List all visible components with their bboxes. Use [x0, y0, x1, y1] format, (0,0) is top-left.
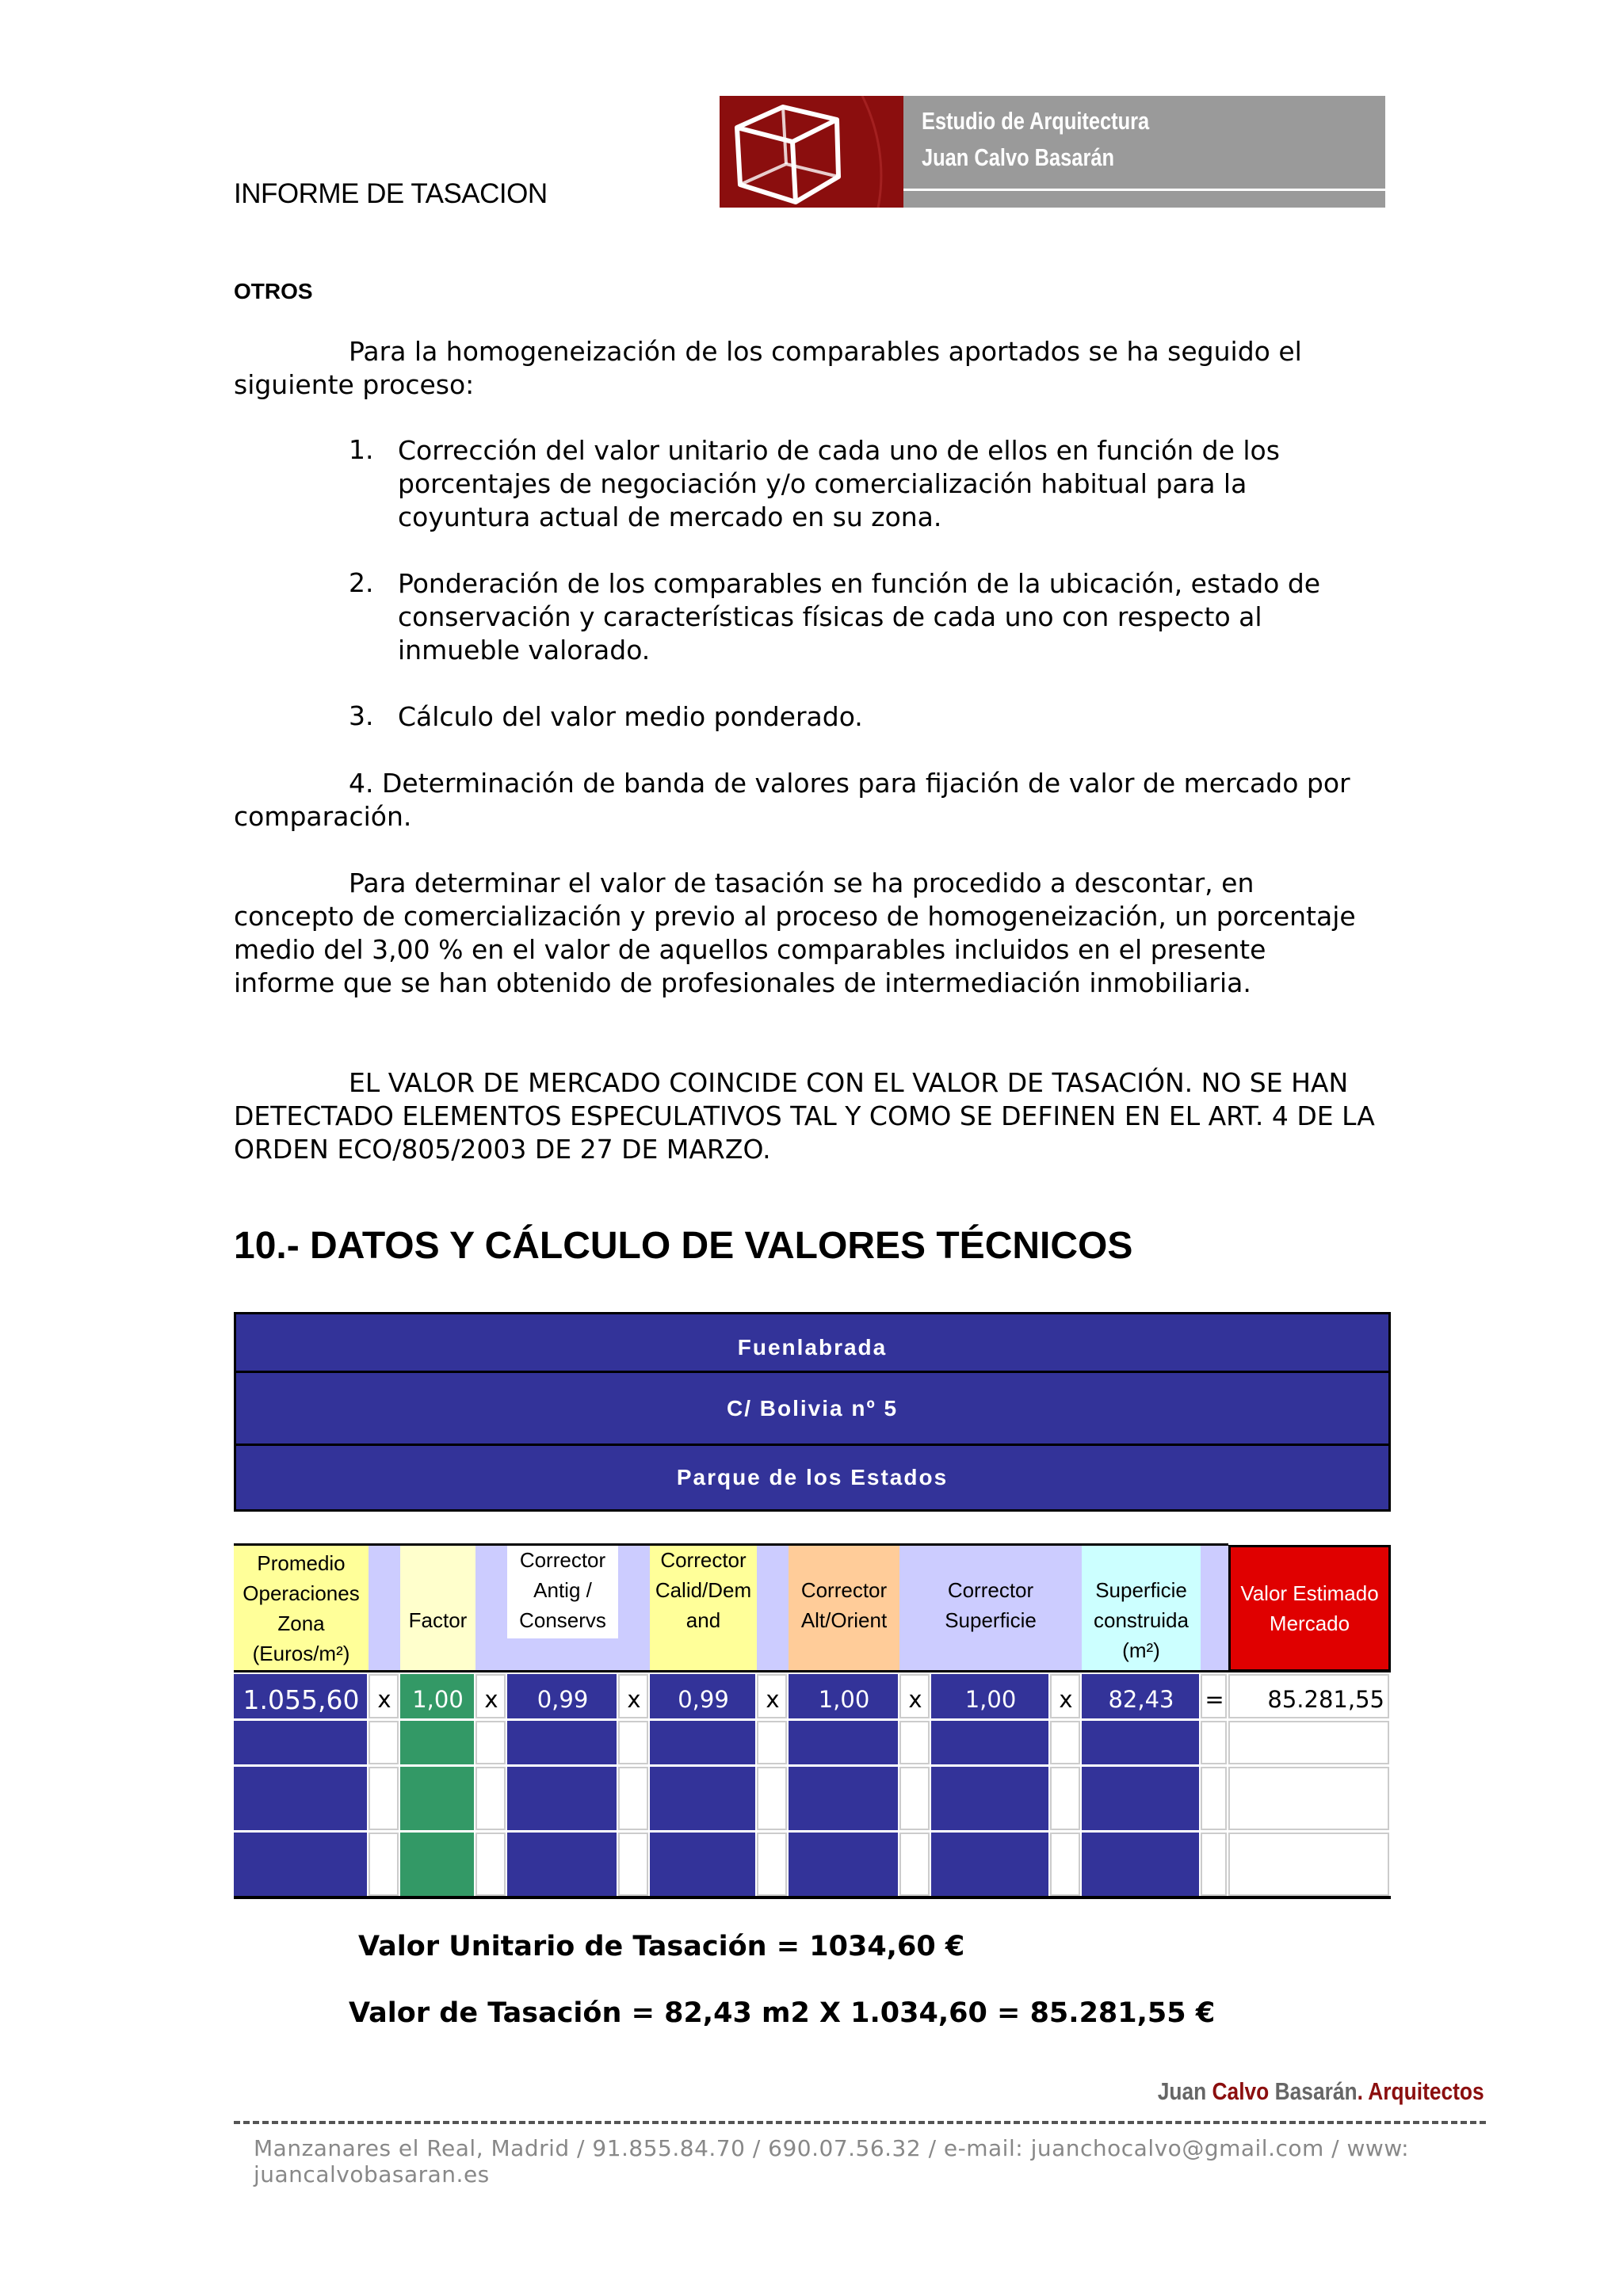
operator-x: x	[908, 1686, 922, 1713]
logo-line-2: Juan Calvo Basarán	[922, 143, 1115, 171]
cell-factor: 1,00	[412, 1686, 464, 1713]
section-title: 10.- DATOS Y CÁLCULO DE VALORES TÉCNICOS	[234, 1225, 1133, 1267]
grid-cell	[475, 1721, 506, 1764]
table-city: Fuenlabrada	[234, 1312, 1391, 1374]
grid-cell	[475, 1833, 506, 1896]
section-label-otros: OTROS	[234, 279, 313, 303]
report-title: INFORME DE TASACION	[234, 178, 548, 209]
grid-cell	[369, 1833, 399, 1896]
cell-calid: 0,99	[678, 1686, 729, 1713]
grid-cell	[1201, 1767, 1227, 1830]
grid-cell	[1050, 1833, 1080, 1896]
paragraph-step-3: Cálculo del valor medio ponderado.	[398, 701, 863, 732]
step-2-number: 2.	[349, 567, 374, 598]
step-1-number: 1.	[349, 434, 374, 465]
studio-logo	[720, 96, 1385, 208]
grid-cell	[789, 1767, 898, 1830]
col-head-antig: Corrector Antig / Conservs	[519, 1548, 606, 1632]
grid-cell	[1228, 1833, 1389, 1896]
grid-cell	[789, 1721, 898, 1764]
grid-cell	[234, 1767, 367, 1830]
cube-logo-icon	[720, 96, 903, 208]
table-bottom-rule	[234, 1896, 1391, 1899]
col-gap-bg	[618, 1545, 650, 1672]
paragraph-intro: Para la homogeneización de los comparables aportados se ha seguido el siguiente proceso:	[234, 336, 1302, 400]
valor-unitario: Valor Unitario de Tasación = 1034,60 €	[358, 1931, 965, 1962]
paragraph-step-4: 4. Determinación de banda de valores para fijación de valor de mercado por comparación.	[234, 768, 1350, 832]
header-bottom-rule	[234, 1670, 1391, 1672]
grid-cell	[507, 1721, 617, 1764]
grid-cell	[1228, 1721, 1389, 1764]
paragraph-mercado: EL VALOR DE MERCADO COINCIDE CON EL VALOR DE TASACIÓN. NO SE HAN DETECTADO ELEMENTOS ESPECULATIVOS TAL Y COMO SE DEFINEN EN EL ART. 4 DE LA ORDEN ECO/805/2003 DE 27 DE MARZO.	[234, 1067, 1375, 1165]
grid-cell	[475, 1767, 506, 1830]
cell-promedio: 1.055,60	[242, 1684, 360, 1715]
grid-cell	[234, 1721, 367, 1764]
grid-cell	[1228, 1767, 1389, 1830]
col-head-factor: Factor	[408, 1608, 468, 1632]
grid-cell	[757, 1767, 787, 1830]
grid-cell	[931, 1721, 1048, 1764]
operator-x: x	[627, 1686, 641, 1713]
grid-cell	[507, 1833, 617, 1896]
grid-cell	[757, 1721, 787, 1764]
grid-cell	[650, 1721, 755, 1764]
grid-cell	[899, 1721, 930, 1764]
cell-superficie-corrector: 1,00	[964, 1686, 1017, 1713]
grid-cell	[618, 1833, 648, 1896]
grid-cell	[899, 1833, 930, 1896]
grid-cell	[650, 1767, 755, 1830]
cell-valor: 85.281,55	[1267, 1686, 1384, 1713]
paragraph-tasacion: Para determinar el valor de tasación se ha procedido a descontar, en concepto de comercialización y previo al proceso de homogeneización, un porcentaje medio del 3,00 % en el valor de aquellos comparables incluidos en el presente informe que se han obtenido de profesionales de intermediación inmobiliaria.	[234, 868, 1356, 998]
grid-cell	[1082, 1721, 1199, 1764]
operator-x: x	[766, 1686, 780, 1713]
col-head-superficie-corrector: Corrector Superficie	[945, 1578, 1037, 1632]
grid-cell	[618, 1767, 648, 1830]
grid-cell	[650, 1833, 755, 1896]
col-gap-bg	[475, 1545, 507, 1672]
cell-alt: 1,00	[818, 1686, 870, 1713]
grid-cell	[400, 1767, 474, 1830]
grid-cell	[369, 1767, 399, 1830]
col-gap-bg	[1201, 1545, 1228, 1672]
operator-x: x	[484, 1686, 498, 1713]
col-head-valor: Valor Estimado Mercado	[1240, 1581, 1379, 1635]
grid-cell	[618, 1721, 648, 1764]
cell-construida: 82,43	[1108, 1686, 1174, 1713]
grid-cell	[400, 1833, 474, 1896]
grid-cell	[1082, 1833, 1199, 1896]
col-head-construida: Superficie construida (m²)	[1094, 1578, 1189, 1662]
footer-brand: Juan Calvo Basarán. Arquitectos	[1158, 2077, 1484, 2105]
col-head-alt: Corrector Alt/Orient	[800, 1578, 888, 1632]
operator-equals: =	[1205, 1686, 1224, 1713]
paragraph-step-1: Corrección del valor unitario de cada uno de ellos en función de los porcentajes de negociación y/o comercialización habitual para la coyuntura actual de mercado en su zona.	[398, 435, 1280, 532]
operator-x: x	[1059, 1686, 1073, 1713]
table-street: C/ Bolivia nº 5	[234, 1371, 1391, 1447]
grid-cell	[757, 1833, 787, 1896]
footer-contact: Manzanares el Real, Madrid / 91.855.84.70 / 690.07.56.32 / e-mail: juanchocalvo@gmail.com / www: juancalvobasaran.es	[254, 2135, 1410, 2187]
grid-cell	[1050, 1767, 1080, 1830]
col-head-promedio: Promedio Operaciones Zona (Euros/m²)	[242, 1551, 360, 1665]
cell-antig: 0,99	[537, 1686, 589, 1713]
grid-cell	[1050, 1721, 1080, 1764]
step-3-number: 3.	[349, 700, 374, 731]
paragraph-step-2: Ponderación de los comparables en función de la ubicación, estado de conservación y características físicas de cada uno con respecto al inmueble valorado.	[398, 568, 1321, 666]
grid-cell	[931, 1833, 1048, 1896]
grid-cell	[899, 1767, 930, 1830]
col-head-calid: Corrector Calid/Dem and	[655, 1548, 752, 1632]
grid-cell	[369, 1721, 399, 1764]
grid-cell	[1201, 1721, 1227, 1764]
grid-cell	[234, 1833, 367, 1896]
col-gap-bg	[757, 1545, 789, 1672]
grid-cell	[789, 1833, 898, 1896]
grid-cell	[400, 1721, 474, 1764]
grid-cell	[1201, 1833, 1227, 1896]
col-head-antig-lower	[507, 1638, 618, 1672]
footer-divider	[234, 2121, 1486, 2124]
logo-line-1: Estudio de Arquitectura	[922, 107, 1150, 135]
logo-divider	[903, 189, 1385, 191]
grid-cell	[1082, 1767, 1199, 1830]
col-gap-bg	[369, 1545, 400, 1672]
valor-tasacion: Valor de Tasación = 82,43 m2 X 1.034,60 = 85.281,55 €	[349, 1997, 1216, 2029]
table-area: Parque de los Estados	[234, 1444, 1391, 1512]
operator-x: x	[377, 1686, 391, 1713]
grid-cell	[931, 1767, 1048, 1830]
grid-cell	[507, 1767, 617, 1830]
